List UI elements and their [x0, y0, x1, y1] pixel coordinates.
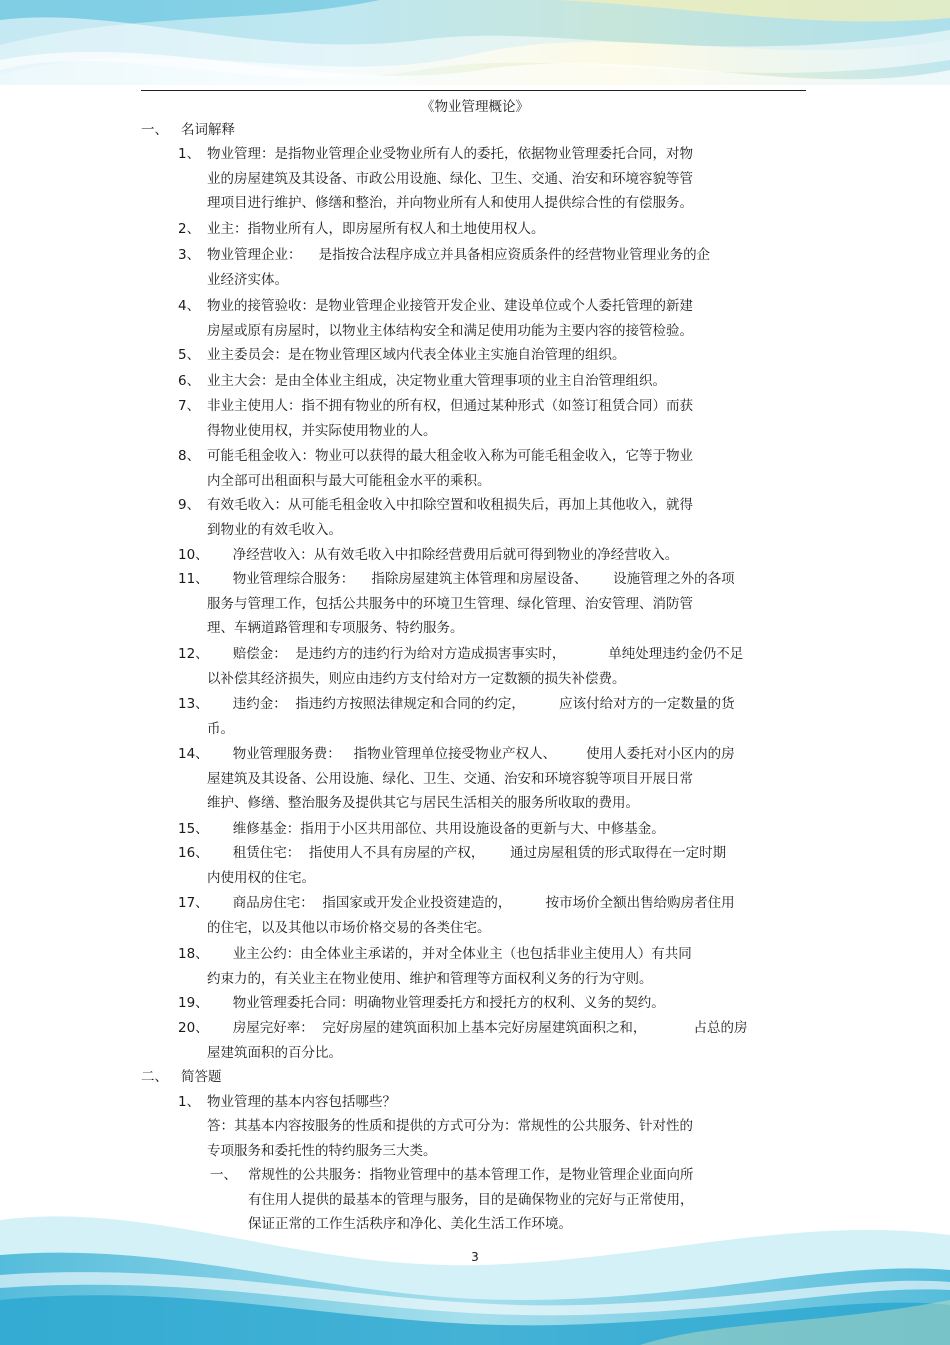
- item-text: 维修基金：指用于小区共用部位、共用设施设备的更新与大、中修基金。: [207, 821, 665, 837]
- page-number: 3: [471, 1250, 479, 1264]
- item-text: 业主公约：由全体业主承诺的，并对全体业主（也包括非业主使用人）有共同 约束力的，有关业主在物业使用、维护和管理等方面权利义务的行为守则。: [207, 946, 692, 987]
- section-title: 名词解释: [181, 122, 235, 138]
- item-text: 物业管理综合服务： 指除房屋建筑主体管理和房屋设备、 设施管理之外的各项 服务与管理工作，包括公共服务中的环境卫生管理、绿化管理、治安管理、消防管 理、车辆道路管理和专项服务、特约服务。: [207, 571, 735, 636]
- item-number: 5、: [178, 347, 201, 363]
- question-text: 物业管理的基本内容包括哪些？: [207, 1094, 396, 1110]
- item-text: 业主委员会：是在物业管理区域内代表全体业主实施自治管理的组织。: [207, 347, 626, 363]
- item-number: 14、: [178, 746, 209, 762]
- item-number: 10、: [178, 547, 209, 563]
- item-number: 6、: [178, 373, 201, 389]
- item-number: 2、: [178, 221, 201, 237]
- item-text: 业主：指物业所有人，即房屋所有权人和土地使用权人。: [207, 221, 545, 237]
- item-text: 非业主使用人：指不拥有物业的所有权，但通过某种形式（如签订租赁合同）而获 得物业使用权，并实际使用物业的人。: [207, 398, 693, 439]
- item-text: 物业管理企业： 是指按合法程序成立并具备相应资质条件的经营物业管理业务的企 业经济实体。: [207, 247, 711, 288]
- item-number: 9、: [178, 497, 201, 513]
- item-number: 20、: [178, 1020, 209, 1036]
- item-number: 18、: [178, 946, 209, 962]
- item-text: 物业管理：是指物业管理企业受物业所有人的委托，依据物业管理委托合同，对物 业的房屋建筑及其设备、市政公用设施、绿化、卫生、交通、治安和环境容貌等管 理项目进行维护、修缮和整治，并向物业所有人和使用人提供综合性的有偿服务。: [207, 146, 693, 211]
- subitem-text: 常规性的公共服务：指物业管理中的基本管理工作，是物业管理企业面向所 有住用人提供的最基本的管理与服务，目的是确保物业的完好与正常使用， 保证正常的工作生活秩序和净化、美化生活工作环境。: [248, 1167, 694, 1232]
- item-number: 11、: [178, 571, 209, 587]
- section-number: 一、: [141, 122, 168, 138]
- answer-text: 答：其基本内容按服务的性质和提供的方式可分为：常规性的公共服务、针对性的 专项服务和委托性的特约服务三大类。: [207, 1118, 693, 1159]
- item-number: 16、: [178, 845, 209, 861]
- item-text: 租赁住宅： 指使用人不具有房屋的产权， 通过房屋租赁的形式取得在一定时期 内使用权的住宅。: [207, 845, 727, 886]
- section-title: 简答题: [181, 1069, 222, 1085]
- item-text: 业主大会：是由全体业主组成，决定物业重大管理事项的业主自治管理组织。: [207, 373, 666, 389]
- item-number: 17、: [178, 895, 209, 911]
- item-number: 15、: [178, 821, 209, 837]
- item-text: 物业的接管验收：是物业管理企业接管开发企业、建设单位或个人委托管理的新建 房屋或原有房屋时，以物业主体结构安全和满足使用功能为主要内容的接管检验。: [207, 298, 693, 339]
- item-number: 1、: [178, 146, 201, 162]
- item-text: 有效毛收入：从可能毛租金收入中扣除空置和收租损失后，再加上其他收入，就得 到物业的有效毛收入。: [207, 497, 693, 538]
- item-number: 19、: [178, 995, 209, 1011]
- item-number: 13、: [178, 696, 209, 712]
- item-number: 4、: [178, 298, 201, 314]
- item-text: 可能毛租金收入：物业可以获得的最大租金收入称为可能毛租金收入，它等于物业 内全部可出租面积与最大可能租金水平的乘积。: [207, 448, 693, 489]
- item-text: 违约金： 指违约方按照法律规定和合同的约定， 应该付给对方的一定数量的货 币。: [207, 696, 735, 737]
- item-text: 物业管理服务费： 指物业管理单位接受物业产权人、 使用人委托对小区内的房 屋建筑及其设备、公用设施、绿化、卫生、交通、治安和环境容貌等项目开展日常 维护、修缮、整治服务及提供其它与居民生活相关的服务所收取的费用。: [207, 746, 735, 811]
- item-number: 3、: [178, 247, 201, 263]
- section-number: 二、: [141, 1069, 168, 1085]
- item-text: 房屋完好率： 完好房屋的建筑面积加上基本完好房屋建筑面积之和， 占总的房 屋建筑面积的百分比。: [207, 1020, 748, 1061]
- item-text: 物业管理委托合同：明确物业管理委托方和授托方的权利、义务的契约。: [207, 995, 665, 1011]
- item-text: 商品房住宅： 指国家或开发企业投资建造的， 按市场价全额出售给购房者住用 的住宅，以及其他以市场价格交易的各类住宅。: [207, 895, 735, 936]
- item-text: 赔偿金： 是违约方的违约行为给对方造成损害事实时， 单纯处理违约金仍不足 以补偿其经济损失，则应由违约方支付给对方一定数额的损失补偿费。: [207, 646, 744, 687]
- item-number: 7、: [178, 398, 201, 414]
- item-text: 净经营收入：从有效毛收入中扣除经营费用后就可得到物业的净经营收入。: [207, 547, 679, 563]
- question-number: 1、: [178, 1094, 201, 1110]
- subitem-number: 一、: [210, 1167, 237, 1183]
- document-title: 《物业管理概论》: [421, 99, 529, 115]
- header-rule: [141, 90, 806, 91]
- item-number: 8、: [178, 448, 201, 464]
- item-number: 12、: [178, 646, 209, 662]
